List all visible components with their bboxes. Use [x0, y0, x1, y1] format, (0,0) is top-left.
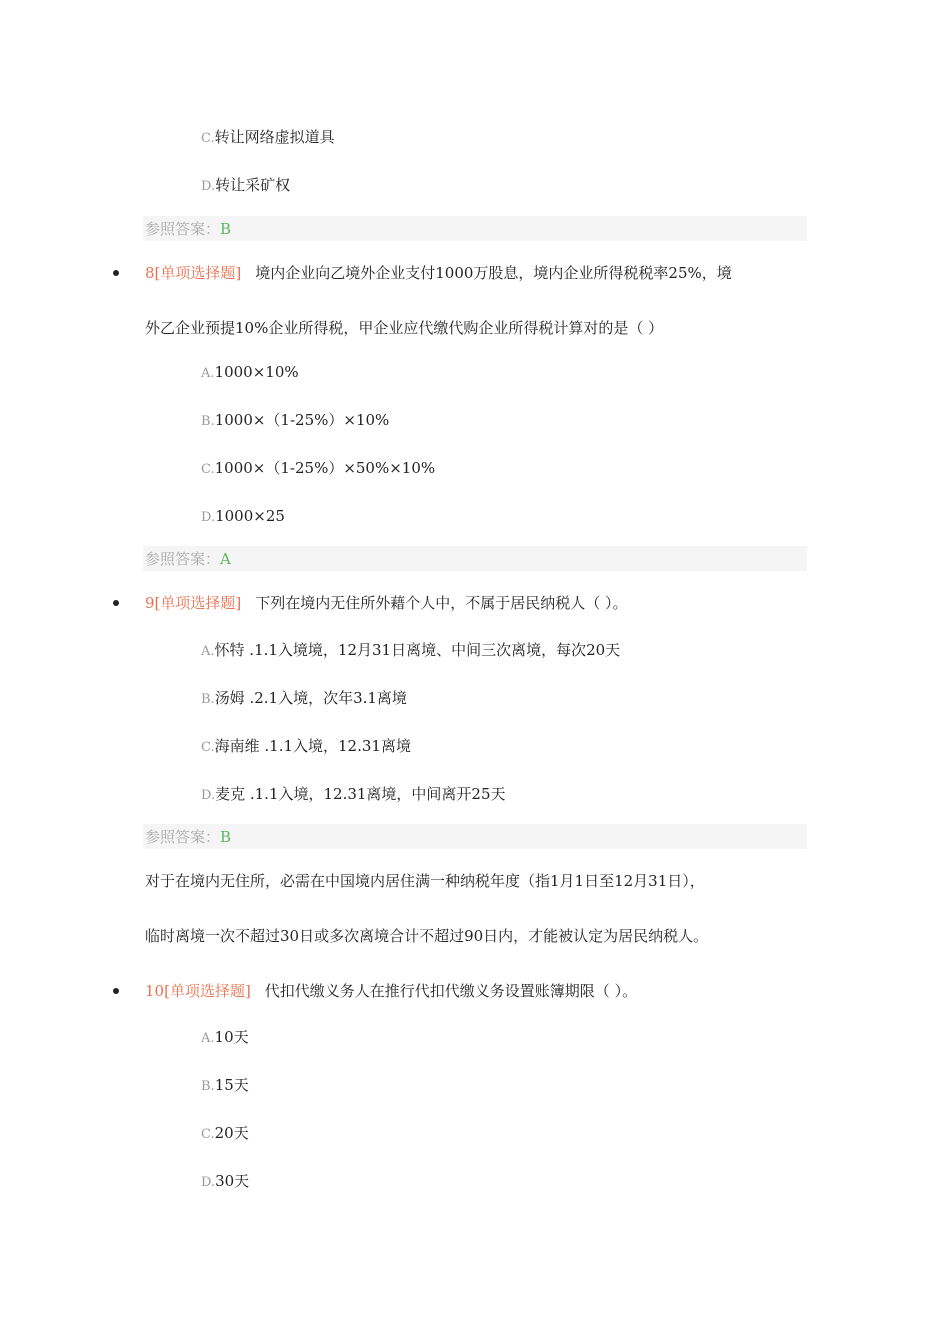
- question-tag: 9[单项选择题]: [145, 594, 242, 612]
- q9-explanation-line2: 临时离境一次不超过30日或多次离境合计不超过90日内，才能被认定为居民纳税人。: [145, 927, 709, 945]
- question-text: 下列在境内无住所外藉个人中，不属于居民纳税人（ ）。: [255, 594, 628, 612]
- option-text: 1000×（1-25%）×10%: [214, 411, 390, 429]
- q7-answer-bar: [143, 216, 807, 241]
- answer-value: A: [220, 550, 231, 568]
- option-letter: D.: [201, 510, 216, 525]
- option-letter: A.: [201, 644, 215, 659]
- option-letter: B.: [201, 414, 215, 429]
- option-text: 汤姆 .2.1入境，次年3.1离境: [214, 689, 407, 707]
- q8-option-c: [201, 458, 435, 480]
- option-text: 怀特 .1.1入境境，12月31日离境、中间三次离境，每次20天: [214, 641, 621, 659]
- q10-option-d: [201, 1171, 249, 1193]
- question-text: 代扣代缴义务人在推行代扣代缴义务设置账簿期限（ ）。: [264, 982, 638, 1000]
- q9-option-b: [201, 688, 407, 710]
- answer-label: 参照答案：: [145, 550, 221, 568]
- answer-label: 参照答案：: [145, 220, 221, 238]
- option-text: 30天: [215, 1172, 250, 1190]
- option-letter: D.: [201, 179, 216, 194]
- q8-question-line1: [145, 263, 732, 283]
- option-text: 1000×10%: [214, 363, 299, 381]
- option-text: 转让采矿权: [215, 176, 291, 194]
- q7-option-c: [201, 127, 335, 149]
- q9-explanation-line1: 对于在境内无住所，必需在中国境内居住满一种纳税年度（指1月1日至12月31日），: [145, 872, 705, 890]
- option-letter: C.: [201, 740, 215, 755]
- q9-option-a: [201, 640, 620, 662]
- option-letter: C.: [201, 131, 215, 146]
- answer-label: 参照答案：: [145, 828, 221, 846]
- q8-option-b: [201, 410, 389, 432]
- q8-option-d: [201, 506, 285, 528]
- q10-option-c: [201, 1123, 249, 1145]
- option-letter: C.: [201, 462, 215, 477]
- q10-option-a: [201, 1027, 249, 1049]
- answer-value: B: [220, 220, 232, 238]
- option-text: 20天: [214, 1124, 249, 1142]
- option-letter: B.: [201, 692, 215, 707]
- q10-question: [145, 981, 637, 1001]
- q9-question: [145, 593, 628, 613]
- option-text: 15天: [214, 1076, 249, 1094]
- q8-bullet: [113, 270, 119, 276]
- option-text: 1000×（1-25%）×50%×10%: [214, 459, 436, 477]
- q8-option-a: [201, 362, 299, 384]
- q9-option-d: [201, 784, 506, 806]
- question-text: 境内企业向乙境外企业支付1000万股息，境内企业所得税税率25%，境: [255, 264, 732, 282]
- option-text: 转让网络虚拟道具: [214, 128, 335, 146]
- q9-answer-bar: [143, 824, 807, 849]
- option-letter: A.: [201, 1031, 215, 1046]
- option-letter: C.: [201, 1127, 215, 1142]
- option-text: 海南维 .1.1入境，12.31离境: [214, 737, 411, 755]
- option-letter: B.: [201, 1079, 215, 1094]
- option-letter: A.: [201, 366, 215, 381]
- q10-option-b: [201, 1075, 249, 1097]
- option-letter: D.: [201, 788, 216, 803]
- q8-question-line2: 外乙企业预提10%企业所得税，甲企业应代缴代购企业所得税计算对的是（ ）: [145, 319, 664, 337]
- option-letter: D.: [201, 1175, 216, 1190]
- option-text: 1000×25: [215, 507, 285, 525]
- q9-option-c: [201, 736, 411, 758]
- answer-label-row: [145, 219, 231, 239]
- option-text: 10天: [214, 1028, 249, 1046]
- q10-bullet: [113, 988, 119, 994]
- answer-label-row: [145, 827, 231, 847]
- q7-option-d: [201, 175, 290, 197]
- q9-bullet: [113, 600, 119, 606]
- q8-answer-bar: [143, 546, 807, 571]
- answer-value: B: [220, 828, 232, 846]
- option-text: 麦克 .1.1入境，12.31离境，中间离开25天: [215, 785, 506, 803]
- question-tag: 8[单项选择题]: [145, 264, 242, 282]
- answer-label-row: [145, 549, 231, 569]
- question-tag: 10[单项选择题]: [145, 982, 251, 1000]
